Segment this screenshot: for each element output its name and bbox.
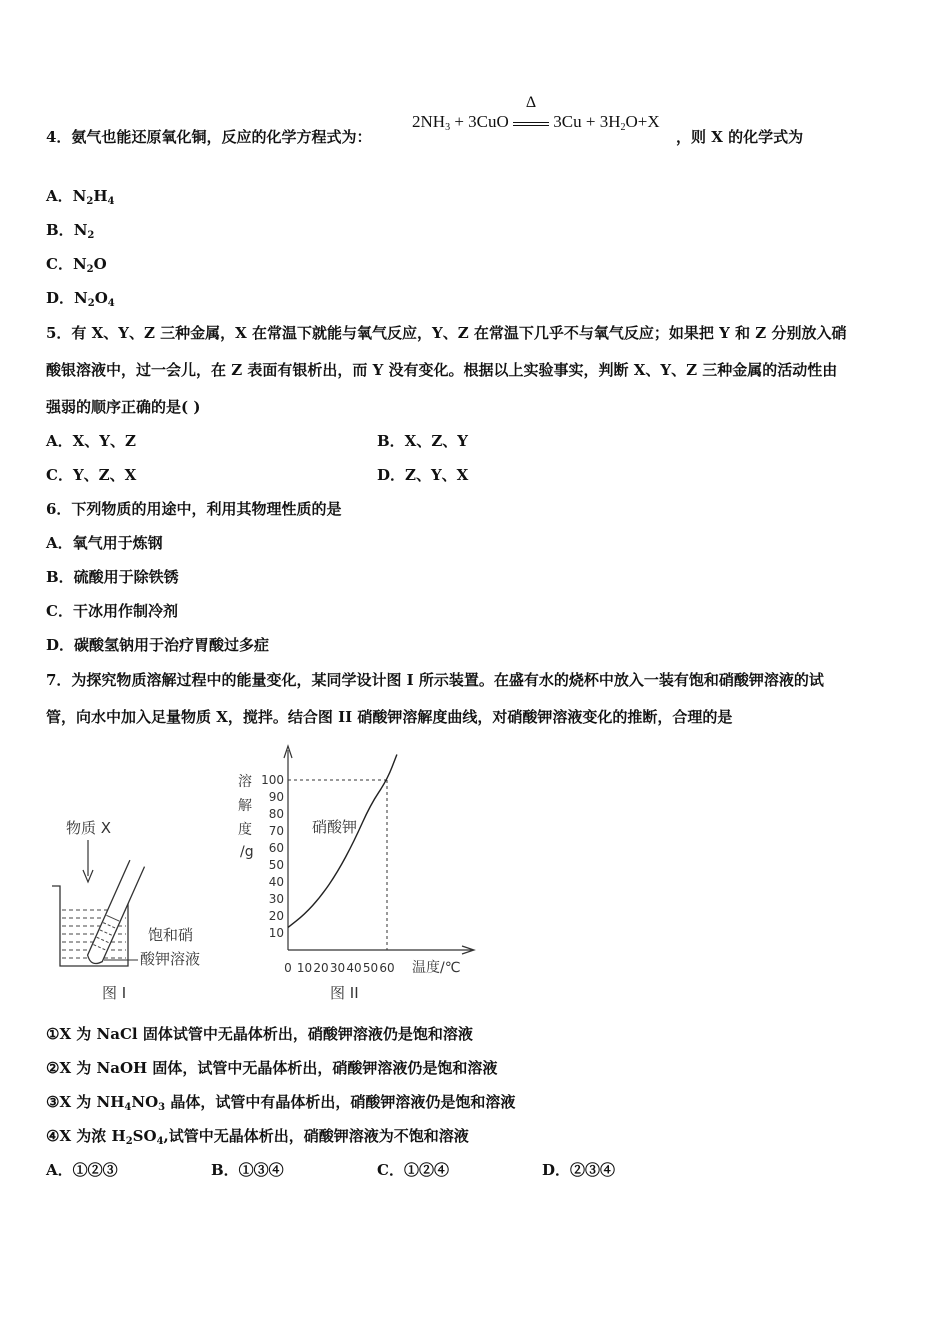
option-label: C．: [46, 255, 73, 273]
eq-condition: Δ: [525, 94, 537, 111]
formula-part: N: [72, 187, 87, 205]
q4-stem-post: ，则 X 的化学式为: [676, 128, 804, 146]
q6-stem: 6．下列物质的用途中，利用其物理性质的是: [46, 500, 342, 518]
x-tick-label: 10: [296, 961, 313, 975]
solution-label-1: 饱和硝: [148, 926, 194, 944]
eq-right-a-sub: 2: [620, 122, 626, 133]
y-tick-label: 30: [268, 892, 284, 906]
figure-2-solubility-chart: [238, 746, 474, 1002]
q7-option-a[interactable]: A．①②③: [46, 1161, 118, 1179]
eq-left-b: + 3CuO: [450, 112, 509, 131]
q6-option-d[interactable]: D．碳酸氢钠用于治疗胃酸过多症: [46, 636, 270, 654]
solution-label-2: 酸钾溶液: [140, 950, 201, 968]
y-tick-label: 80: [268, 807, 284, 821]
formula-sub: 4: [107, 298, 115, 309]
formula-sub: 2: [86, 264, 94, 275]
statement-text: ③X 为 NH: [46, 1093, 125, 1111]
eq-arrow: [513, 94, 549, 132]
q7-stem-line-1: 7．为探究物质溶解过程中的能量变化，某同学设计图 I 所示装置。在盛有水的烧杯中放入一装有饱和硝酸钾溶液的试: [46, 671, 824, 689]
y-tick-label: 100: [261, 773, 284, 787]
option-label: D．: [46, 289, 75, 307]
formula-sub: 2: [125, 1136, 133, 1147]
formula-part: H: [93, 187, 108, 205]
formula-sub: 2: [87, 298, 95, 309]
formula-sub: 3: [158, 1102, 166, 1113]
eq-right-b: O+X: [625, 112, 660, 131]
figure-2-caption: 图 II: [330, 984, 359, 1002]
statement-text: ,试管中无晶体析出，硝酸钾溶液为不饱和溶液: [163, 1127, 469, 1145]
curve-label: 硝酸钾: [312, 818, 358, 836]
q6-option-b[interactable]: B．硫酸用于除铁锈: [46, 568, 179, 586]
statement-text: 晶体，试管中有晶体析出，硝酸钾溶液仍是饱和溶液: [165, 1093, 516, 1111]
x-tick-label: 50: [362, 961, 379, 975]
figure-1-caption: 图 I: [102, 984, 127, 1002]
y-tick-label: 40: [268, 875, 284, 889]
formula-part: NO: [131, 1093, 159, 1111]
y-label-char: 解: [238, 798, 252, 814]
statement-text: ①X 为 NaCl 固体试管中无晶体析出，硝酸钾溶液仍是饱和溶液: [46, 1025, 473, 1043]
q7-stem-line-2: 管，向水中加入足量物质 X，搅拌。结合图 II 硝酸钾溶解度曲线，对硝酸钾溶液变化的推断，合理的是: [46, 708, 733, 726]
x-tick-label: 30: [329, 961, 346, 975]
test-tube: [86, 860, 145, 966]
q7-statement-4: [46, 1126, 469, 1152]
y-label-char: 溶: [238, 774, 252, 790]
formula-sub: 4: [124, 1102, 132, 1113]
q7-option-d[interactable]: D．②③④: [542, 1161, 616, 1179]
q5-option-b[interactable]: B．X、Z、Y: [377, 432, 468, 450]
y-tick-label: 10: [268, 926, 284, 940]
x-tick-label: 0: [284, 961, 292, 975]
q7-option-c[interactable]: C．①②④: [377, 1161, 449, 1179]
q5-option-d[interactable]: D．Z、Y、X: [377, 466, 469, 484]
eq-right-a: 3Cu + 3H: [553, 112, 621, 131]
q4-option-b[interactable]: [46, 220, 94, 246]
formula-part: N: [74, 289, 88, 307]
option-label: A．: [46, 187, 73, 205]
figure-1-apparatus: [52, 819, 200, 1002]
x-tick-label: 60: [379, 961, 395, 975]
q6-option-a[interactable]: A．氧气用于炼钢: [46, 534, 163, 552]
q5-stem-line-1: 5．有 X、Y、Z 三种金属，X 在常温下就能与氧气反应，Y、Z 在常温下几乎不与氧气反应；如果把 Y 和 Z 分别放入硝: [46, 324, 847, 342]
q7-statement-3: [46, 1092, 515, 1118]
x-tick-label: 40: [346, 961, 362, 975]
q4-option-c[interactable]: [46, 254, 107, 280]
statement-text: ④X 为浓 H: [46, 1127, 126, 1145]
q7-statement-2: [46, 1058, 497, 1078]
formula-sub: 4: [107, 196, 115, 207]
q5-stem-line-3: 强弱的顺序正确的是( ): [46, 398, 201, 416]
x-tick-label: 20: [313, 961, 329, 975]
formula-sub: 2: [86, 196, 94, 207]
q7-figure: [44, 740, 484, 1010]
statement-text: ②X 为 NaOH 固体，试管中无晶体析出，硝酸钾溶液仍是饱和溶液: [46, 1059, 498, 1077]
substance-x-label: 物质 X: [66, 819, 112, 837]
eq-double-bar: [513, 122, 549, 126]
q4-stem-pre: 4．氨气也能还原氧化铜，反应的化学方程式为：: [46, 128, 372, 146]
formula-sub: 4: [156, 1136, 164, 1147]
eq-left-a-sub: 3: [445, 122, 451, 133]
q4-option-d[interactable]: [46, 288, 115, 314]
q4-option-a[interactable]: [46, 186, 114, 212]
y-tick-label: 60: [268, 841, 284, 855]
formula-sub: 2: [87, 230, 95, 241]
y-label-char: /g: [240, 844, 254, 860]
y-tick-label: 90: [268, 790, 284, 804]
q6-option-c[interactable]: C．干冰用作制冷剂: [46, 602, 178, 620]
formula-part: N: [72, 255, 87, 273]
y-label-char: 度: [238, 822, 252, 838]
q5-option-c[interactable]: C．Y、Z、X: [46, 466, 137, 484]
q4-stem: [46, 127, 371, 147]
y-tick-label: 20: [268, 909, 284, 923]
formula-part: SO: [132, 1127, 157, 1145]
q5-stem-line-2: 酸银溶液中，过一会儿，在 Z 表面有银析出，而 Y 没有变化。根据以上实验事实，判断 X、Y、Z 三种金属的活动性由: [46, 361, 838, 379]
formula-part: N: [73, 221, 88, 239]
q7-option-b[interactable]: B．①③④: [211, 1161, 284, 1179]
y-tick-label: 70: [268, 824, 284, 838]
formula-part: O: [93, 255, 107, 273]
eq-left-a: 2NH: [412, 112, 446, 131]
q7-statement-1: [46, 1024, 473, 1044]
y-tick-label: 50: [268, 858, 284, 872]
option-label: B．: [46, 221, 74, 239]
q4-equation: [412, 94, 660, 133]
q5-option-a[interactable]: A．X、Y、Z: [46, 432, 136, 450]
x-axis-label: 温度/℃: [412, 960, 461, 976]
formula-part: O: [94, 289, 108, 307]
